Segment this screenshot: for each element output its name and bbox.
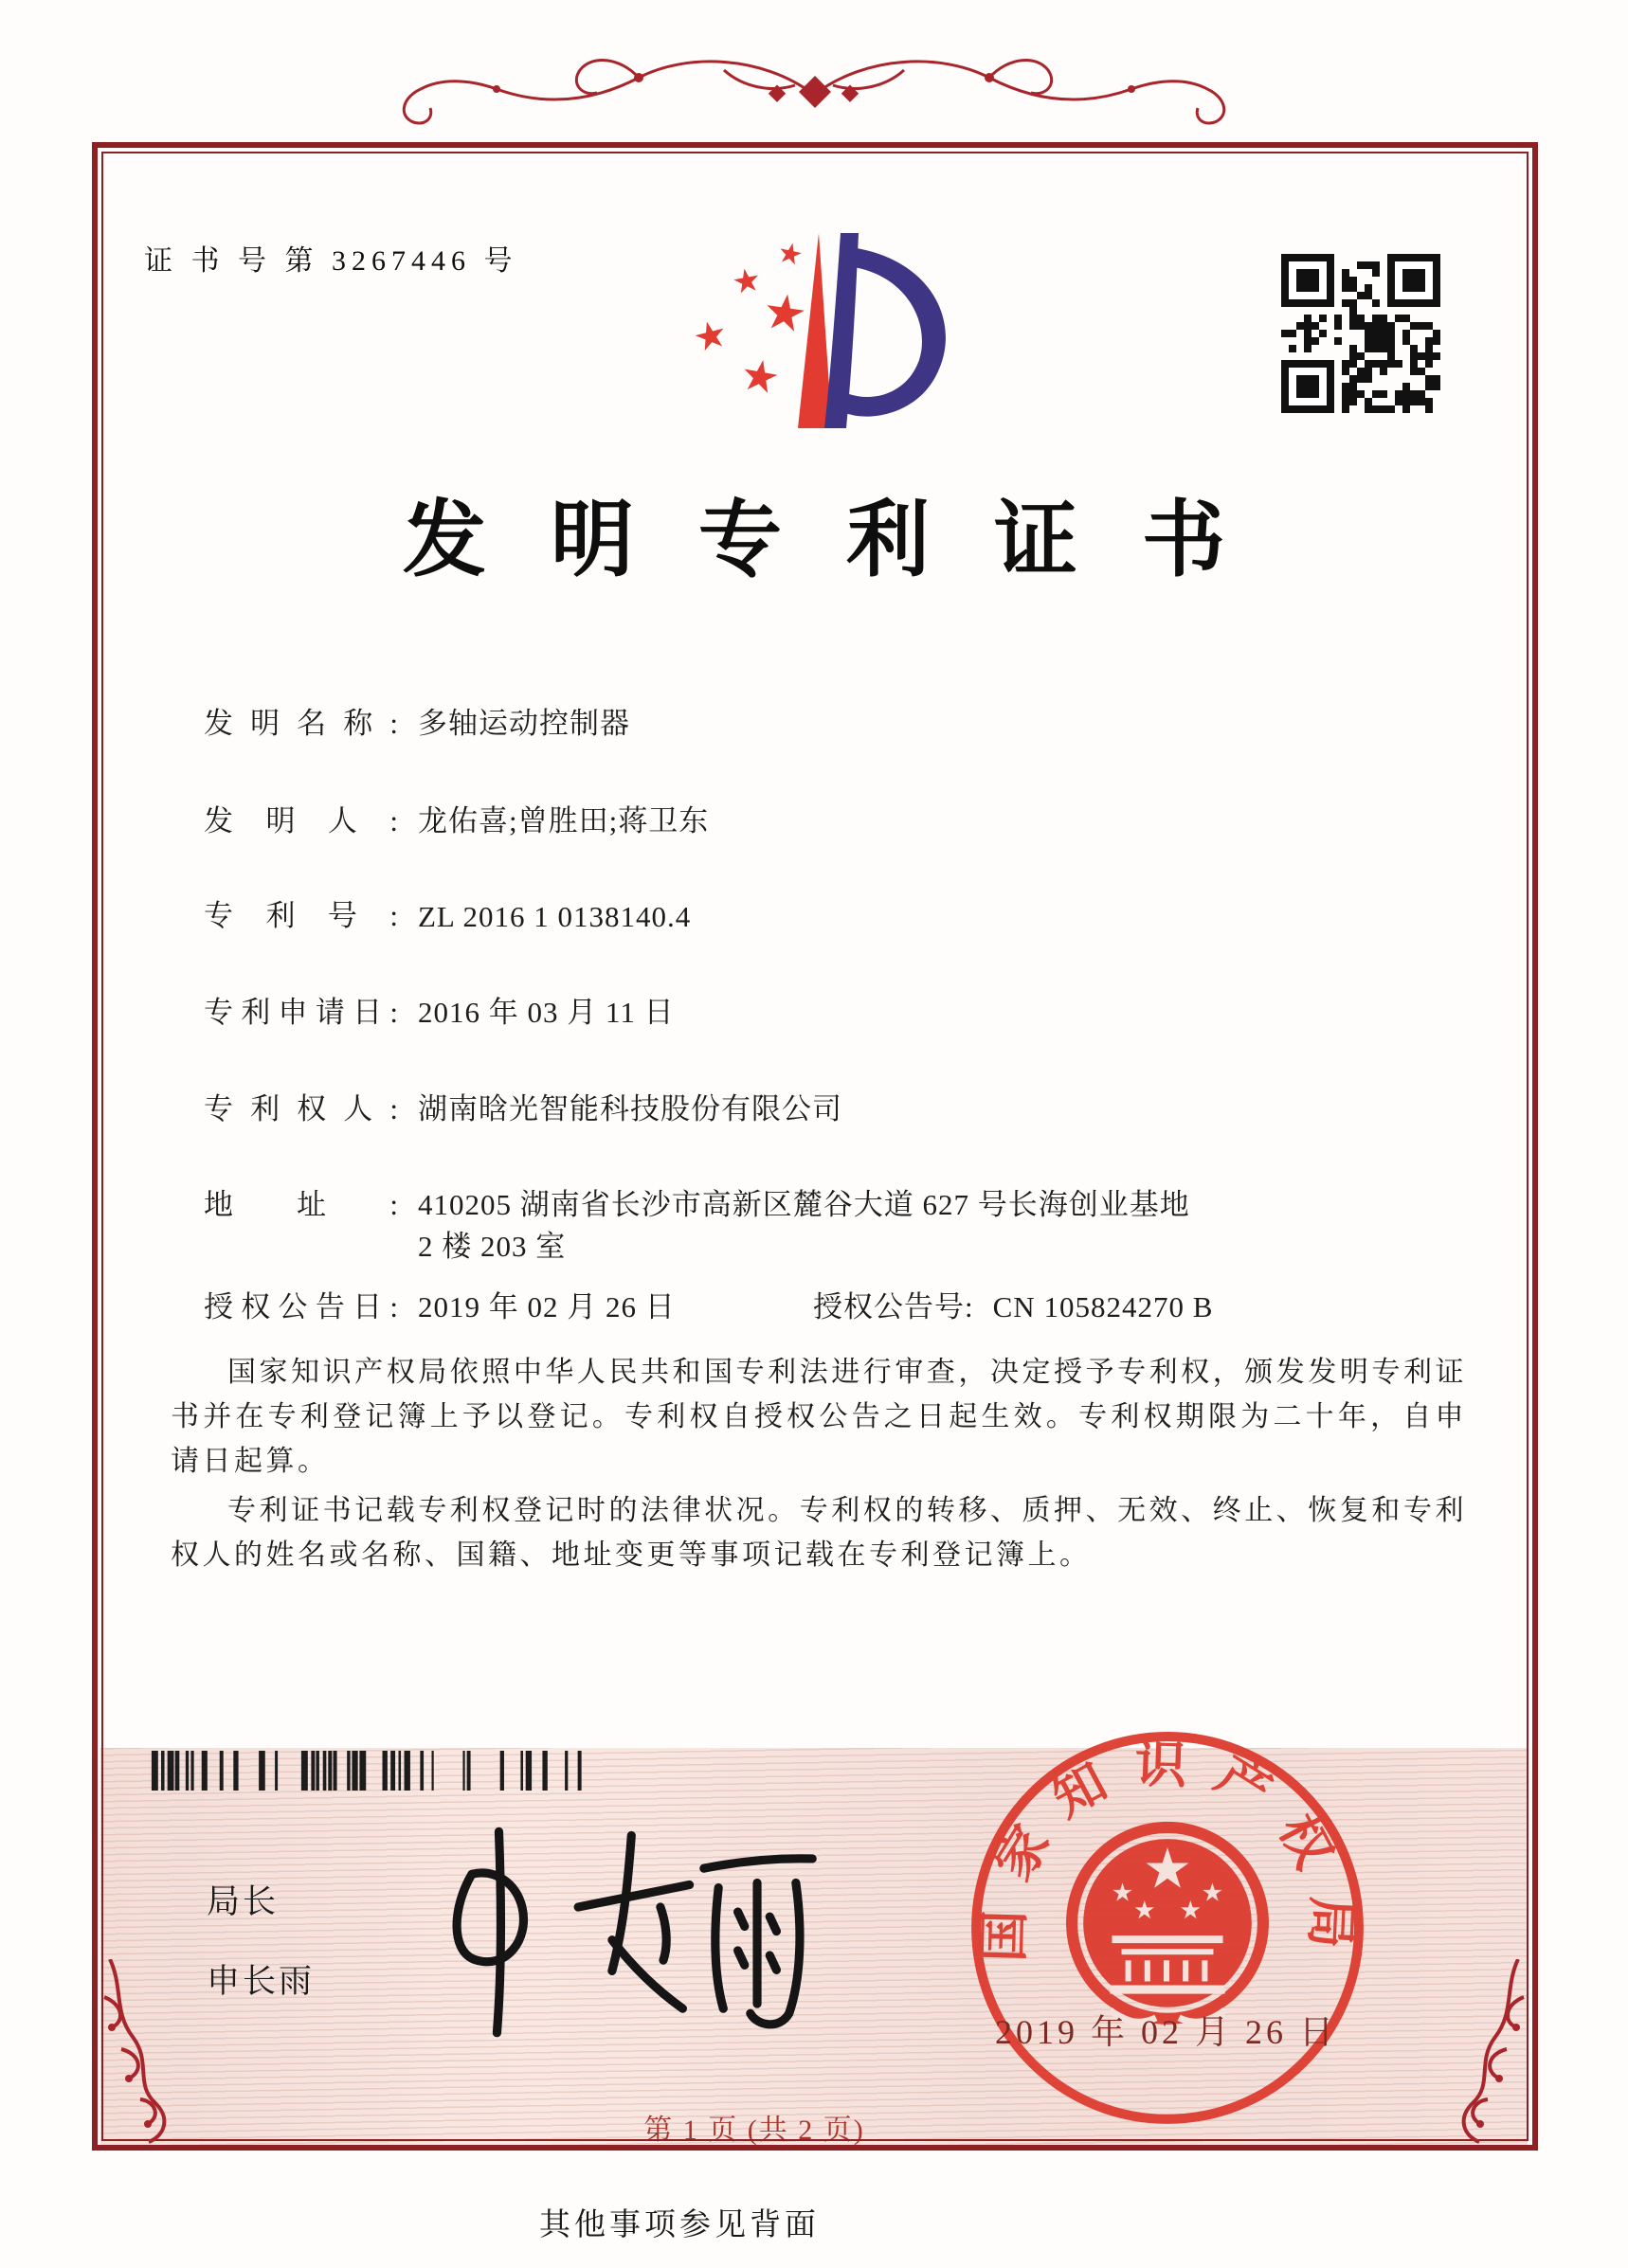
certificate-title: 发明专利证书 <box>402 495 1290 587</box>
field-grant-number <box>813 1283 1213 1325</box>
field-value-line2: 2 楼 203 室 <box>418 1230 567 1263</box>
field-value: 2019 年 02 月 26 日 <box>418 1290 676 1323</box>
field-label: 专利号: <box>204 899 399 932</box>
seal-text: 国家知识产权局 <box>974 1735 1361 1975</box>
field-label: 发明人: <box>204 804 399 837</box>
legal-text <box>171 1350 1467 1577</box>
corner-ornament-right <box>1427 1959 1531 2144</box>
field-value: ZL 2016 1 0138140.4 <box>418 900 692 933</box>
svg-text:★: ★ <box>1142 1836 1193 1901</box>
field-invention-name <box>204 699 630 742</box>
signer-name: 申长雨 <box>207 1963 316 2000</box>
legal-paragraph-1: 国家知识产权局依照中华人民共和国专利法进行审查，决定授予专利权，颁发发明专利证书并在专利登记簿上予以登记。专利权自授权公告之日起生效。专利权期限为二十年，自申请日起算。 <box>171 1357 1467 1477</box>
svg-text:★: ★ <box>1179 1896 1202 1925</box>
field-label: 授权公告号: <box>813 1290 974 1323</box>
field-value: 410205 湖南省长沙市高新区麓谷大道 627 号长海创业基地 <box>418 1188 1190 1221</box>
cnipa-logo-icon <box>675 225 954 458</box>
back-note: 其他事项参见背面 <box>539 2208 820 2242</box>
svg-text:★: ★ <box>759 282 811 345</box>
svg-text:★: ★ <box>774 235 806 274</box>
svg-text:★: ★ <box>1201 1879 1224 1908</box>
field-value: 湖南晗光智能科技股份有限公司 <box>418 1092 842 1125</box>
signature-handwriting <box>413 1814 821 2046</box>
field-value: 2016 年 03 月 11 日 <box>418 996 675 1029</box>
official-seal <box>967 1727 1368 2138</box>
corner-ornament-left <box>97 1959 201 2144</box>
field-inventors <box>204 797 709 839</box>
lower-pink-band <box>100 1735 1528 2146</box>
field-label: 专利申请日: <box>204 996 399 1029</box>
field-label: 地址: <box>204 1188 399 1221</box>
field-value: CN 105824270 B <box>992 1290 1214 1323</box>
svg-text:★: ★ <box>729 260 765 303</box>
signer-block <box>207 1876 315 2003</box>
national-emblem-icon <box>1072 1827 1263 2022</box>
qr-code <box>1281 254 1440 413</box>
field-address <box>204 1180 1190 1263</box>
field-patentee <box>204 1085 842 1127</box>
field-label: 专利权人: <box>204 1092 399 1125</box>
signer-title: 局长 <box>207 1883 280 1920</box>
legal-paragraph-2: 专利证书记载专利权登记时的法律状况。专利权的转移、质押、无效、终止、恢复和专利权人的姓名或名称、国籍、地址变更等事项记载在专利登记簿上。 <box>171 1495 1467 1571</box>
field-patent-number <box>204 891 691 934</box>
certificate-number: 证 书 号 第 3267446 号 <box>144 245 518 277</box>
field-label: 授权公告日: <box>204 1290 399 1323</box>
svg-text:★: ★ <box>1133 1896 1156 1925</box>
svg-text:★: ★ <box>736 347 785 405</box>
svg-text:★: ★ <box>688 311 733 362</box>
barcode <box>148 1751 586 1791</box>
field-value: 龙佑喜;曾胜田;蒋卫东 <box>418 804 710 837</box>
field-value: 多轴运动控制器 <box>418 707 630 740</box>
field-label: 发明名称: <box>204 707 399 740</box>
field-filing-date <box>204 988 675 1031</box>
svg-text:★: ★ <box>1111 1879 1134 1908</box>
top-border-ornament <box>364 38 1264 144</box>
seal-date: 2019 年 02 月 26 日 <box>995 2013 1338 2051</box>
field-grant-date <box>204 1283 1214 1325</box>
page-number: 第 1 页 (共 2 页) <box>643 2115 865 2146</box>
